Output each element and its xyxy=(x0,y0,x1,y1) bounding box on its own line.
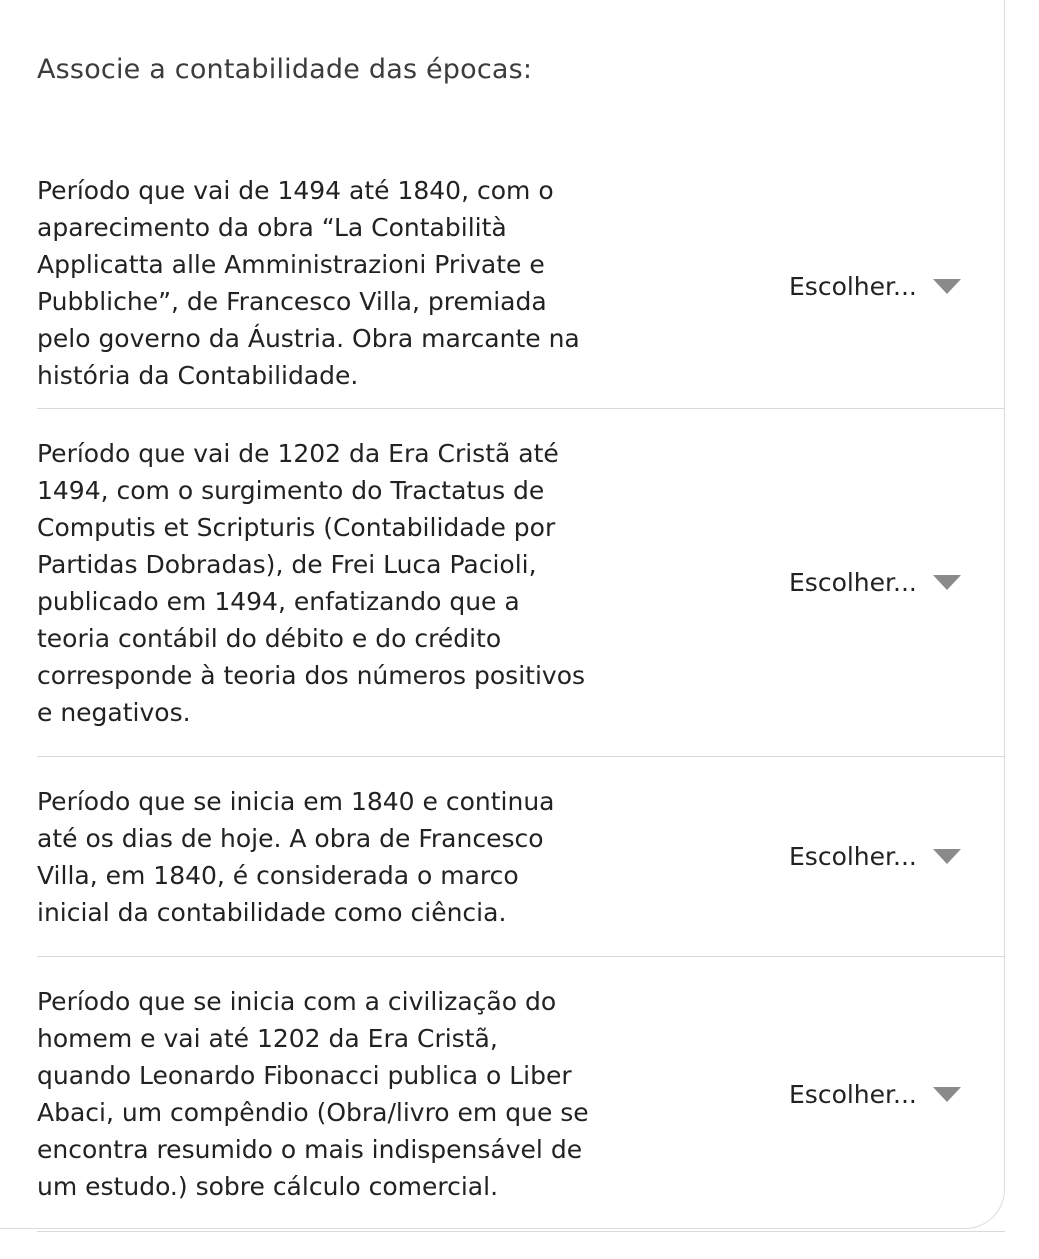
match-row xyxy=(37,409,1005,757)
select-label: Escolher... xyxy=(789,568,917,597)
answer-select[interactable] xyxy=(789,1080,961,1109)
match-statement: Período que vai de 1202 da Era Cristã até 1494, com o surgimento do Tractatus de Computis et Scripturis (Contabilidade por Partidas Dobradas), de Frei Luca Pacioli, publicado em 1494, enfatizando que a teoria contábil do débito e do crédito corresponde à teoria dos números positivos e negativos. xyxy=(37,438,586,727)
match-statement: Período que vai de 1494 até 1840, com o aparecimento da obra “La Contabilità Applicatta alle Amministrazioni Private e Pubbliche”, de Francesco Villa, premiada pelo governo da Áustria. Obra marcante na história da Contabilidade. xyxy=(37,176,580,390)
caret-down-icon xyxy=(933,849,961,864)
match-row xyxy=(37,957,1005,1232)
caret-down-icon xyxy=(933,1087,961,1102)
match-row xyxy=(37,164,1005,409)
caret-down-icon xyxy=(933,279,961,294)
answer-select[interactable] xyxy=(789,272,961,301)
answer-select[interactable] xyxy=(789,842,961,871)
matching-rows xyxy=(37,164,1005,1232)
select-label: Escolher... xyxy=(789,271,917,301)
select-label: Escolher... xyxy=(789,1079,917,1109)
match-row xyxy=(37,757,1005,957)
question-prompt: Associe a contabilidade das épocas: xyxy=(37,54,533,85)
caret-down-icon xyxy=(933,575,961,590)
match-statement: Período que se inicia em 1840 e continua até os dias de hoje. A obra de Francesco Villa, em 1840, é considerada o marco inicial da contabilidade como ciência. xyxy=(37,786,555,927)
match-statement: Período que se inicia com a civilização do homem e vai até 1202 da Era Cristã, quando Leonardo Fibonacci publica o Liber Abaci, um compêndio (Obra/livro em que se encontra resumido o mais indispensável de um estudo.) sobre cálculo comercial. xyxy=(37,987,589,1201)
select-label: Escolher... xyxy=(789,842,917,871)
answer-select[interactable] xyxy=(789,568,961,597)
